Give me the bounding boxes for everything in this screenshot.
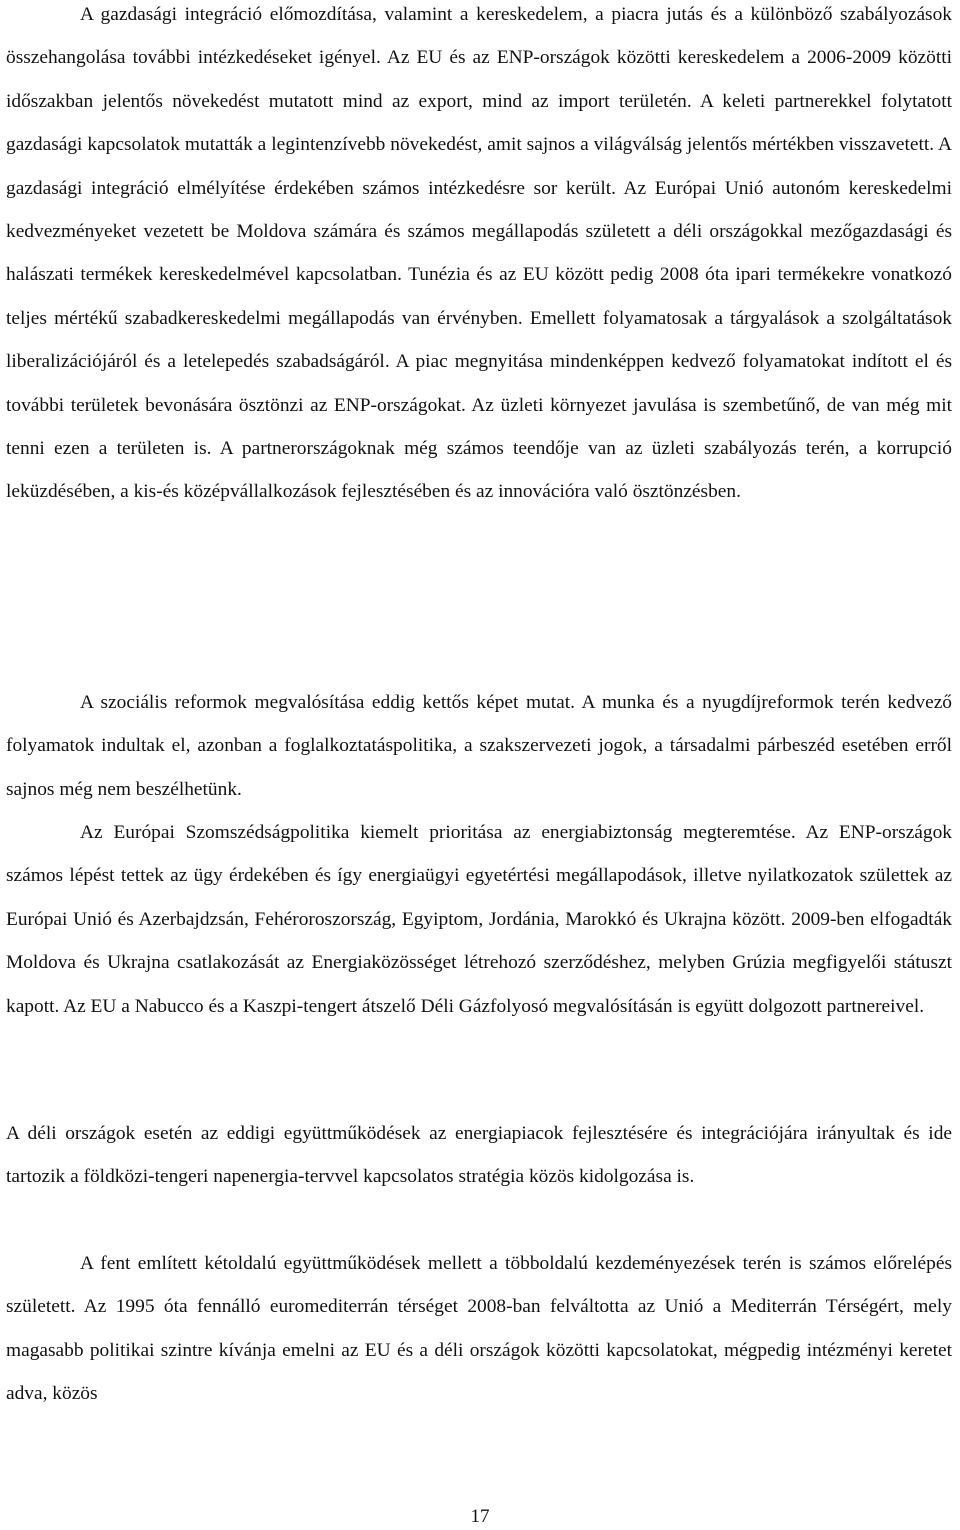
paragraph-southern-countries: A déli országok esetén az eddigi együttműködések az energiapiacok fejlesztésére és integrációjára irányultak és ide tartozik a földközi-tengeri napenergia-tervvel kapcsolatos stratégia közös kidolgozása is. [6,1123,952,1188]
paragraph-multilateral-initiatives: A fent említett kétoldalú együttműködések mellett a többoldalú kezdeményezések terén is számos előrelépés született. Az 1995 óta fennálló euromediterrán térséget 2008-ban felváltotta az Unió a Mediterrán Térségért, mely magasabb politikai szintre kívánja emelni az EU és a déli országok közötti kapcsolatokat, mégpedig intézményi keretet adva, közös [6,1253,952,1405]
paragraph-energy-security: Az Európai Szomszédságpolitika kiemelt prioritása az energiabiztonság megteremtése. Az ENP-országok számos lépést tettek az ügy érdekében és így energiaügyi egyetértési megállapodások, illetve nyilatkozatok születtek az Európai Unió és Azerbajdzsán, Fehéroroszország, Egyiptom, Jordánia, Marokkó és Ukrajna között. 2009-ben elfogadták Moldova és Ukrajna csatlakozását az Energiaközösséget létrehozó szerződéshez, melyben Grúzia megfigyelői státuszt kapott. Az EU a Nabucco és a Kaszpi-tengert átszelő Déli Gázfolyosó megvalósításán is együtt dolgozott partnereivel. [6,822,952,1017]
page-number: 17 [470,1506,490,1527]
paragraph-social-reforms: A szociális reformok megvalósítása eddig kettős képet mutat. A munka és a nyugdíjreformok terén kedvező folyamatok indultak el, azonban a foglalkoztatáspolitika, a szakszervezeti jogok, a társadalmi párbeszéd esetében erről sajnos még nem beszélhetünk. [6,692,952,800]
paragraph-economic-integration: A gazdasági integráció előmozdítása, valamint a kereskedelem, a piacra jutás és a különböző szabályozások összehangolása további intézkedéseket igényel. Az EU és az ENP-országok közötti kereskedelem a 2006-2009 közötti időszakban jelentős növekedést mutatott mind az export, mind az import területén. A keleti partnerekkel folytatott gazdasági kapcsolatok mutatták a legintenzívebb növekedést, amit sajnos a világválság jelentős mértékben visszavetett. A gazdasági integráció elmélyítése érdekében számos intézkedésre sor került. Az Európai Unió autonóm kereskedelmi kedvezményeket vezetett be Moldova számára és számos megállapodás született a déli országokkal mezőgazdasági és halászati termékek kereskedelmével kapcsolatban. Tunézia és az EU között pedig 2008 óta ipari termékekre vonatkozó teljes mértékű szabadkereskedelmi megállapodás van érvényben. Emellett folyamatosak a tárgyalások a szolgáltatások liberalizációjáról és a letelepedés szabadságáról. A piac megnyitása mindenképpen kedvező folyamatokat indított el és további területek bevonására ösztönzi az ENP-országokat. Az üzleti környezet javulása is szembetűnő, de van még mit tenni ezen a területen is. A partnerországoknak még számos teendője van az üzleti szabályozás terén, a korrupció leküzdésében, a kis-és középvállalkozások fejlesztésében és az innovációra való ösztönzésben. [6,4,952,503]
